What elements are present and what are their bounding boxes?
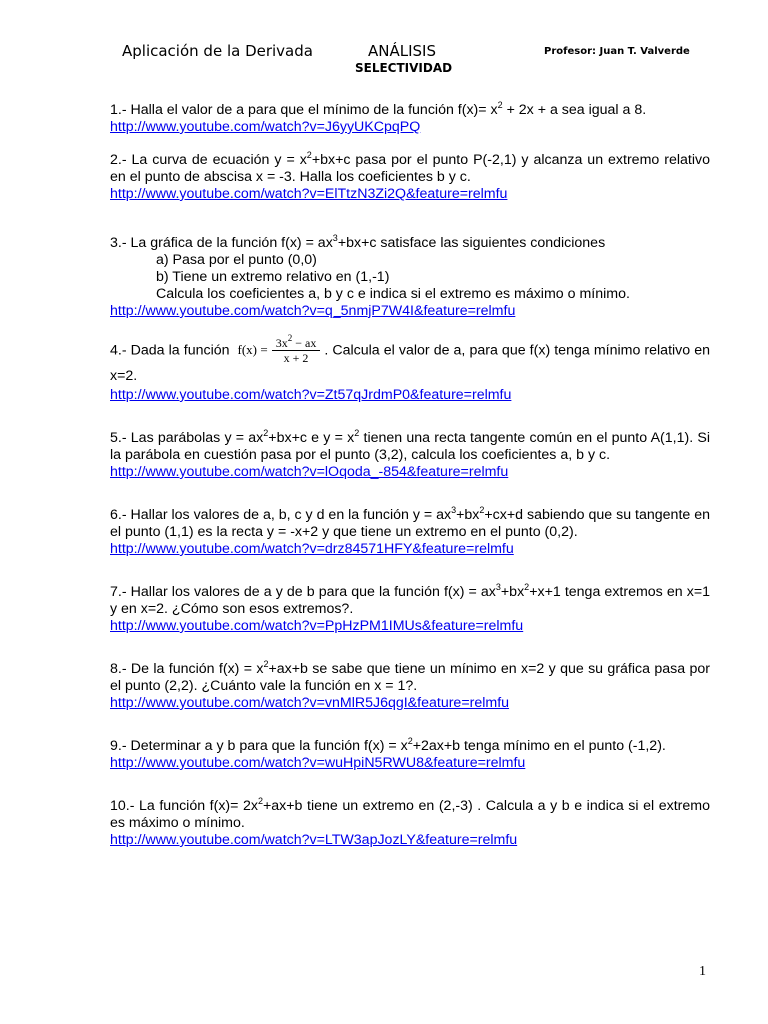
problem-1-text: 1.- Halla el valor de a para que el mínimo de la función $f(x)= x^2 + 2x + a$ sea igual a 8. <box>110 100 647 118</box>
problem-6 <box>110 507 710 558</box>
document-title: Aplicación de la Derivada <box>122 42 313 60</box>
problem-5-text: 5.- Las parábolas $y = ax^2+bx+c$ e $y = x^2$ tienen una recta tangente común en el punto A(1,1). Si la parábola en cuestión pasa por el punto (3,2), calcula los coeficientes a, b y c. <box>110 428 710 463</box>
problem-5 <box>110 430 710 481</box>
problem-3-video-link[interactable]: http://www.youtube.com/watch?v=q_5nmjP7W4I&feature=relmfu <box>110 303 516 319</box>
problem-8 <box>110 661 710 712</box>
problem-7 <box>110 584 710 635</box>
problem-3 <box>110 235 710 320</box>
problem-3-condition-a: a) Pasa por el punto (0,0) <box>156 252 317 268</box>
problem-10-text: 10.- La función $f(x)= 2x^2+ax+b$ tiene un extremo en (2,-3) . Calcula a y b e indica si el extremo es máximo o mínimo. <box>110 796 710 831</box>
problem-3-instruction: Calcula los coeficientes a, b y c e indica si el extremo es máximo o mínimo. <box>156 286 630 302</box>
problem-1-video-link[interactable]: http://www.youtube.com/watch?v=J6yyUKCpqPQ <box>110 119 421 135</box>
fraction-numerator: $3x^2$ − ax <box>272 336 321 351</box>
problem-3-condition-b: b) Tiene un extremo relativo en (1,-1) <box>156 269 390 285</box>
page-number: 1 <box>699 964 706 979</box>
exam-label: SELECTIVIDAD <box>355 61 453 75</box>
problem-2 <box>110 152 710 203</box>
subject-title: ANÁLISIS <box>368 42 436 60</box>
problem-9-text: 9.- Determinar a y b para que la función $f(x) = x^2+2ax+b$ tenga mínimo en el punto (-1,2). <box>110 736 666 754</box>
function-fraction <box>272 333 321 365</box>
problem-9 <box>110 738 710 772</box>
problem-1 <box>110 102 710 136</box>
problem-7-text: 7.- Hallar los valores de a y de b para que la función $f(x) = ax^3+bx^2+x+1$ tenga extremos en x=1 y en x=2. ¿Cómo son esos extremos?. <box>110 582 710 617</box>
problem-10 <box>110 798 710 849</box>
problem-5-video-link[interactable]: http://www.youtube.com/watch?v=lOqoda_-854&feature=relmfu <box>110 464 509 480</box>
problem-6-video-link[interactable]: http://www.youtube.com/watch?v=drz84571HFY&feature=relmfu <box>110 541 514 557</box>
problem-2-video-link[interactable]: http://www.youtube.com/watch?v=ElTtzN3Zi2Q&feature=relmfu <box>110 186 508 202</box>
problem-6-text: 6.- Hallar los valores de a, b, c y d en la función $y = ax^3+bx^2+cx+d$ sabiendo que su tangente en el punto (1,1) es la recta y = -x+2 y que tiene un extremo en el punto (0,2). <box>110 505 710 540</box>
problem-9-video-link[interactable]: http://www.youtube.com/watch?v=wuHpiN5RWU8&feature=relmfu <box>110 755 526 771</box>
problem-8-text: 8.- De la función $f(x) = x^2+ax+b$ se sabe que tiene un mínimo en x=2 y que su gráfica pasa por el punto (2,2). ¿Cuánto vale la función en x = 1?. <box>110 659 710 694</box>
problem-7-video-link[interactable]: http://www.youtube.com/watch?v=PpHzPM1IMUs&feature=relmfu <box>110 618 524 634</box>
problem-10-video-link[interactable]: http://www.youtube.com/watch?v=LTW3apJozLY&feature=relmfu <box>110 832 518 848</box>
professor-label: Profesor: Juan T. Valverde <box>544 46 690 57</box>
problem-4 <box>110 333 711 404</box>
function-label: f(x) = <box>237 342 268 358</box>
problem-4-video-link[interactable]: http://www.youtube.com/watch?v=Zt57qJrdmP0&feature=relmfu <box>110 387 512 403</box>
problem-2-text: 2.- La curva de ecuación $y = x^2+bx+c$ pasa por el punto P(-2,1) y alcanza un extremo relativo en el punto de abscisa x = -3. Halla los coeficientes b y c. <box>110 150 710 185</box>
page-header <box>0 0 768 90</box>
fraction-denominator: x + 2 <box>283 351 309 365</box>
problem-list <box>110 102 710 849</box>
problem-3-text: 3.- La gráfica de la función $f(x) = ax^3+bx+c$ satisface las siguientes condiciones <box>110 233 606 251</box>
problem-4-text: 4.- Dada la función f(x) = $\frac{3x^2 - ax}{x + 2}$ . Calcula el valor de a, para que f(x) tenga mínimo relativo en x=2. <box>110 333 711 384</box>
problem-8-video-link[interactable]: http://www.youtube.com/watch?v=vnMlR5J6qgI&feature=relmfu <box>110 695 510 711</box>
